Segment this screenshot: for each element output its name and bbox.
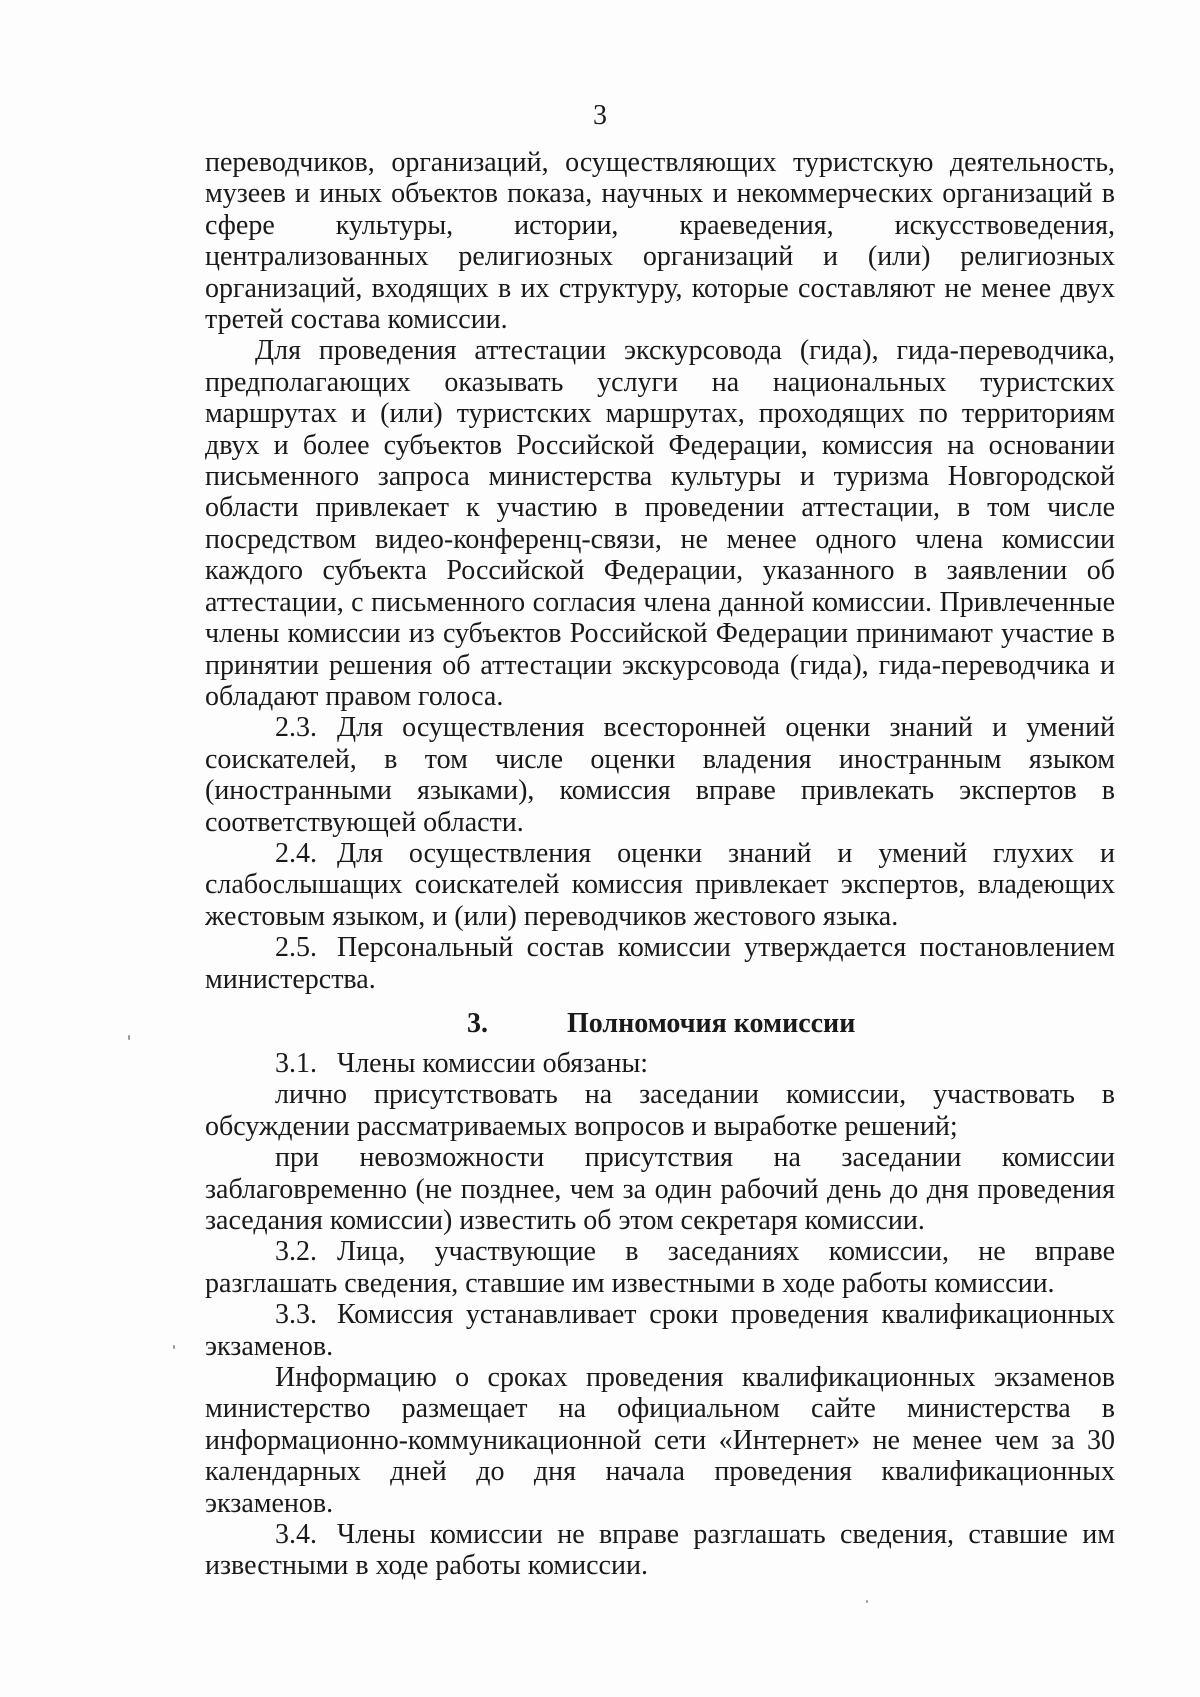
clause-2-4-number: 2.4. — [275, 837, 317, 869]
clause-3-2-number: 3.2. — [275, 1236, 317, 1268]
section-3-number: 3. — [467, 1007, 488, 1039]
clause-3-1-number: 3.1. — [275, 1047, 317, 1079]
clause-2-4-text: Для осуществления оценки знаний и умений глухих и слабослышащих соискателей комиссия привлекает экспертов, владеющих жестовым языком, и (или) переводчиков жестового языка. — [205, 837, 1115, 932]
clause-3-3-number: 3.3. — [275, 1299, 317, 1331]
clause-3-3-text: Комиссия устанавливает сроки проведения квалификационных экзаменов. — [205, 1299, 1115, 1362]
document-body — [205, 147, 1115, 1582]
paragraph-attestation-regions: Для проведения аттестации экскурсовода (гида), гида-переводчика, предполагающих оказывать услуги на национальных туристских маршрутах и (или) туристских маршрутах, проходящих по территориям двух и более субъектов Российской Федерации, комиссия на основании письменного запроса министерства культуры и туризма Новгородской области привлекает к участию в проведении аттестации, в том числе посредством видео-конференц-связи, не менее одного члена комиссии каждого субъекта Российской Федерации, указанного в заявлении об аттестации, с письменного согласия члена данной комиссии. Привлеченные члены комиссии из субъектов Российской Федерации принимают участие в принятии решения об аттестации экскурсовода (гида), гида-переводчика и обладают правом голоса. — [205, 335, 1115, 712]
paragraph-continuation: переводчиков, организаций, осуществляющих туристскую деятельность, музеев и иных объектов показа, научных и некоммерческих организаций в сфере культуры, истории, краеведения, искусствоведения, централизованных религиозных организаций и (или) религиозных организаций, входящих в их структуру, которые составляют не менее двух третей состава комиссии. — [205, 147, 1115, 336]
clause-2-3 — [205, 712, 1115, 838]
clause-3-1-duty-attend: лично присутствовать на заседании комиссии, участвовать в обсуждении рассматриваемых вопросов и выработке решений; — [205, 1079, 1115, 1142]
scan-speck — [173, 1345, 175, 1349]
clause-2-3-text: Для осуществления всесторонней оценки знаний и умений соискателей, в том числе оценки владения иностранным языком (иностранными языками), комиссия вправе привлекать экспертов в соответствующей области. — [205, 712, 1115, 838]
clause-3-1 — [205, 1048, 1115, 1079]
clause-3-2-text: Лица, участвующие в заседаниях комиссии, не вправе разглашать сведения, ставшие им известными в ходе работы комиссии. — [205, 1236, 1115, 1299]
clause-3-2 — [205, 1236, 1115, 1299]
clause-3-1-text: Члены комиссии обязаны: — [337, 1047, 649, 1079]
clause-3-3 — [205, 1299, 1115, 1362]
clause-2-5-text: Персональный состав комиссии утверждается постановлением министерства. — [205, 932, 1115, 995]
clause-2-5-number: 2.5. — [275, 932, 317, 964]
scan-speck — [866, 1600, 868, 1603]
clause-2-5 — [205, 932, 1115, 995]
clause-3-3-info: Информацию о сроках проведения квалификационных экзаменов министерство размещает на официальном сайте министерства в информационно-коммуникационной сети «Интернет» не менее чем за 30 календарных дней до дня начала проведения квалификационных экзаменов. — [205, 1362, 1115, 1519]
section-3-heading — [205, 1008, 1115, 1042]
clause-3-1-duty-notify: при невозможности присутствия на заседании комиссии заблаговременно (не позднее, чем за один рабочий день до дня проведения заседания комиссии) известить об этом секретаря комиссии. — [205, 1142, 1115, 1236]
clause-3-4-number: 3.4. — [275, 1519, 317, 1551]
clause-2-3-number: 2.3. — [275, 712, 317, 744]
clause-3-4-text: Члены комиссии не вправе разглашать сведения, ставшие им известными в ходе работы комиссии. — [205, 1519, 1115, 1582]
clause-3-4 — [205, 1519, 1115, 1582]
clause-2-4 — [205, 838, 1115, 932]
section-3-title: Полномочия комиссии — [567, 1007, 856, 1039]
page-number: 3 — [593, 100, 607, 131]
scan-speck — [128, 1035, 130, 1040]
